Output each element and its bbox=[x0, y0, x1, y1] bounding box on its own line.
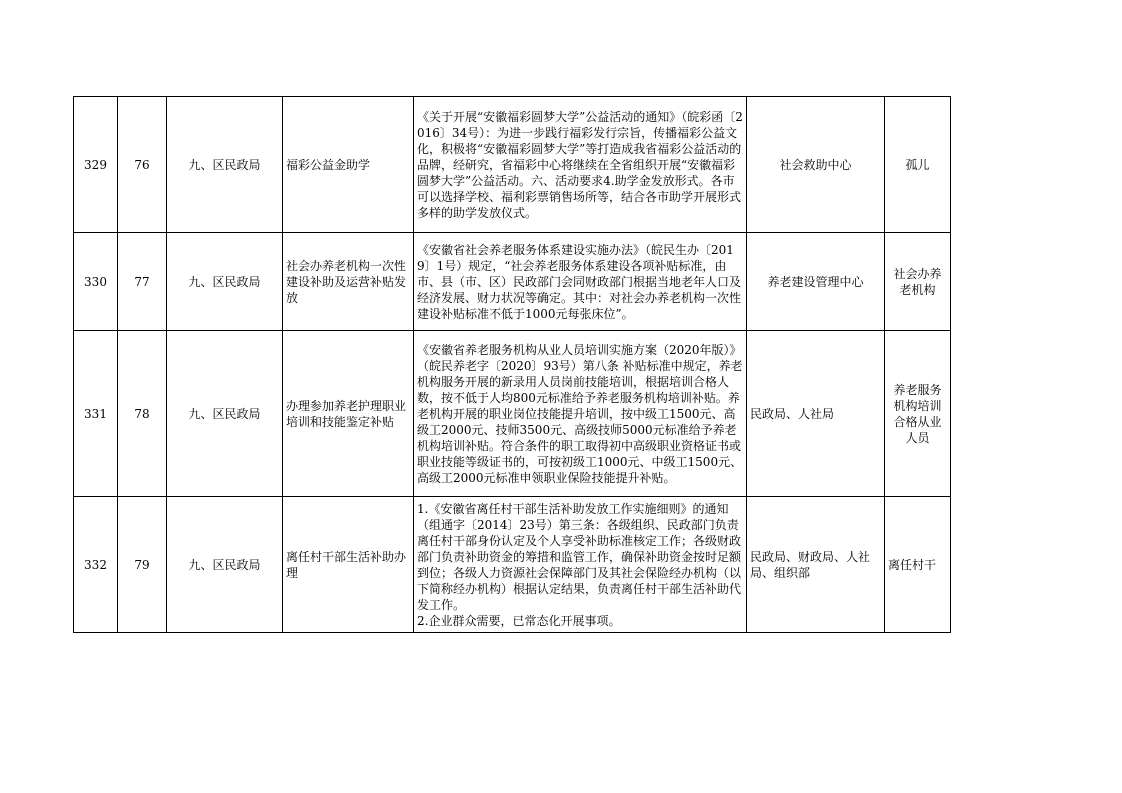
cell-item: 办理参加养老护理职业培训和技能鉴定补贴 bbox=[283, 331, 414, 497]
cell-sub-no: 77 bbox=[118, 233, 167, 331]
cell-sub-no: 79 bbox=[118, 497, 167, 633]
cell-target: 养老服务机构培训合格从业人员 bbox=[885, 331, 951, 497]
table-row bbox=[74, 497, 951, 633]
cell-basis: 《安徽省社会养老服务体系建设实施办法》（皖民生办〔2019〕1号）规定，“社会养老服务体系建设各项补贴标准，由市、县（市、区）民政部门会同财政部门根据当地老年人口及经济发展、财力状况等确定。其中：对社会办养老机构一次性建设补贴标准不低于1000元每张床位”。 bbox=[414, 233, 747, 331]
cell-unit: 养老建设管理中心 bbox=[747, 233, 885, 331]
cell-sub-no: 78 bbox=[118, 331, 167, 497]
cell-basis: 《关于开展“安徽福彩圆梦大学”公益活动的通知》（皖彩函〔2016〕34号）：为进一步践行福彩发行宗旨，传播福彩公益文化，积极将“安徽福彩圆梦大学”等打造成我省福彩公益活动的品牌，经研究，省福彩中心将继续在全省组织开展“安徽福彩圆梦大学”公益活动。六、活动要求4.助学金发放形式。各市可以选择学校、福利彩票销售场所等，结合各市助学开展形式多样的助学发放仪式。 bbox=[414, 97, 747, 233]
cell-basis: 《安徽省养老服务机构从业人员培训实施方案（2020年版）》（皖民养老字〔2020〕93号）第八条 补贴标准中规定，养老机构服务开展的新录用人员岗前技能培训，根据培训合格人数，按不低于人均800元标准给予养老服务机构培训补贴。养老机构开展的职业岗位技能提升培训，按中级工1500元、高级工2000元、技师3500元、高级技师5000元标准给予养老机构培训补贴。符合条件的职工取得初中高级职业资格证书或职业技能等级证书的，可按初级工1000元、中级工1500元、高级工2000元标准申领职业保险技能提升补贴。 bbox=[414, 331, 747, 497]
table-row bbox=[74, 97, 951, 233]
cell-seq: 330 bbox=[74, 233, 118, 331]
cell-target: 孤儿 bbox=[885, 97, 951, 233]
cell-item: 福彩公益金助学 bbox=[283, 97, 414, 233]
cell-department: 九、区民政局 bbox=[167, 97, 283, 233]
cell-department: 九、区民政局 bbox=[167, 497, 283, 633]
cell-seq: 331 bbox=[74, 331, 118, 497]
cell-seq: 329 bbox=[74, 97, 118, 233]
table-row bbox=[74, 233, 951, 331]
cell-unit: 民政局、人社局 bbox=[747, 331, 885, 497]
table-row bbox=[74, 331, 951, 497]
cell-unit: 社会救助中心 bbox=[747, 97, 885, 233]
cell-department: 九、区民政局 bbox=[167, 331, 283, 497]
cell-target: 社会办养老机构 bbox=[885, 233, 951, 331]
cell-seq: 332 bbox=[74, 497, 118, 633]
cell-department: 九、区民政局 bbox=[167, 233, 283, 331]
cell-unit: 民政局、财政局、人社局、组织部 bbox=[747, 497, 885, 633]
cell-item: 离任村干部生活补助办理 bbox=[283, 497, 414, 633]
cell-target: 离任村干 bbox=[885, 497, 951, 633]
cell-item: 社会办养老机构一次性建设补助及运营补贴发放 bbox=[283, 233, 414, 331]
cell-sub-no: 76 bbox=[118, 97, 167, 233]
cell-basis: 1.《安徽省离任村干部生活补助发放工作实施细则》的通知（组通字〔2014〕23号）第三条：各级组织、民政部门负责离任村干部身份认定及个人享受补助标准核定工作；各级财政部门负责补助资金的筹措和监管工作，确保补助资金按时足额到位；各级人力资源社会保障部门及其社会保险经办机构（以下简称经办机构）根据认定结果，负责离任村干部生活补助代发工作。 2.企业群众需要，已常态化开展事项。 bbox=[414, 497, 747, 633]
service-items-table bbox=[73, 96, 951, 633]
